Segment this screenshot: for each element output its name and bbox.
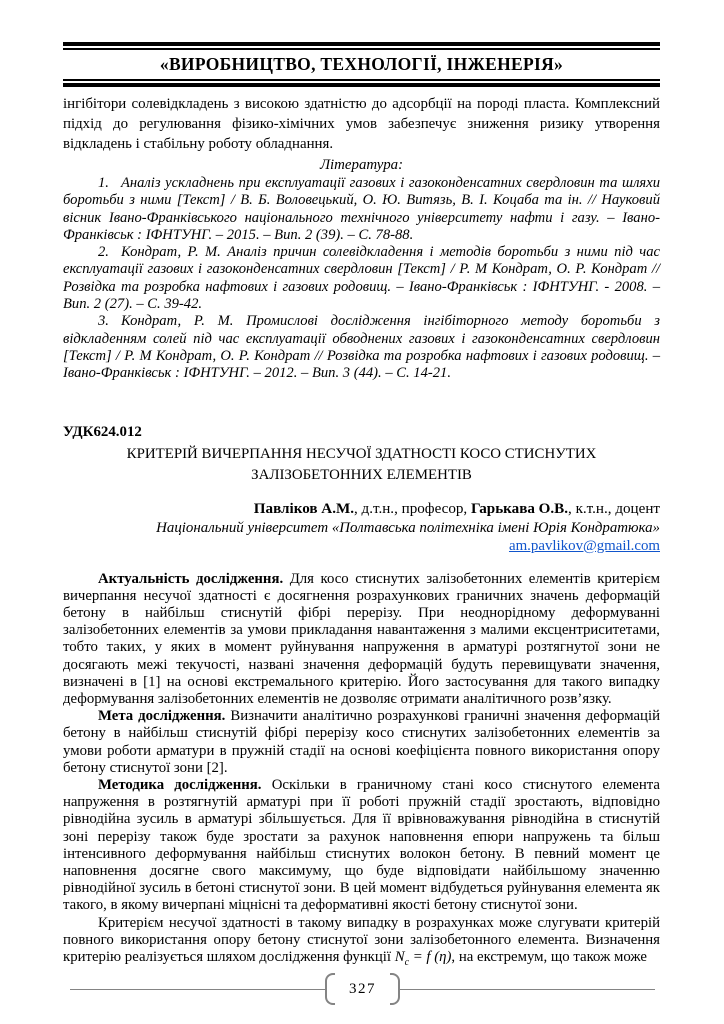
reference-text: Кондрат, Р. М. Аналіз причин солевідкладення і методів боротьби з ними під час експлуатації газових і газоконденсатних свердловин [Текст] / Р. М Кондрат, О. Р. Кондрат // Розвідка та розробка нафтових і газових родовищ. – Івано-Франківськ : ІФНТУНГ. - 2008. – Вип. 2 (27). – С. 39-42. (63, 244, 660, 313)
article-title-line1: КРИТЕРІЙ ВИЧЕРПАННЯ НЕСУЧОЇ ЗДАТНОСТІ КОСО СТИСНУТИХ (126, 445, 597, 462)
page-footer (70, 969, 655, 1009)
reference-item-3 (63, 313, 660, 382)
section-text: Для косо стиснутих залізобетонних елементів критерієм вичерпання несучої здатності є досягнення розрахункових граничних значень деформацій бетону в найбільш стиснутій фібрі перерізу. При неоднорідному деформуванні залізобетонних елементів за умови прикладання навантаження з малими ексцентриситетами, тобто таких, у яких в момент руйнування напруження в арматурі розтягнутої зони не досягають межі текучості, названі значення деформацій будуть перевищувати значення, визначені в [1] на основі екстремального критерію. Його застосування для такого випадку деформування залізобетонних елементів не дозволяє отримати аналітичного розв’язку. (63, 570, 660, 707)
email-line (63, 537, 660, 555)
article-title (63, 444, 660, 487)
section-text: Визначити аналітично розрахункові граничні значення деформацій бетону в найбільш стиснутій фібрі перерізу косо стиснутих залізобетонних елементів за умови роботи арматури в пружній стадії на основі коефіцієнта повного використання опору бетону стиснутої зони [2]. (63, 708, 660, 776)
udc-code: УДК624.012 (63, 423, 142, 440)
author-credentials-1: , д.т.н., професор, (353, 500, 471, 517)
author-credentials-2: , к.т.н., доцент (568, 500, 660, 517)
footer-rule-right (400, 989, 655, 990)
authors-line (63, 500, 660, 519)
formula-Nc (394, 949, 410, 968)
reference-number: 3. (98, 313, 109, 330)
section-relevance (63, 571, 660, 709)
criterion-text-after: , на екстремум, що також може (451, 949, 647, 966)
formula-equals-f-eta: = f (η) (409, 949, 452, 966)
right-bracket-icon (390, 973, 400, 1005)
left-bracket-icon (325, 973, 335, 1005)
section-heading: Методика дослідження. (98, 777, 262, 793)
reference-text: Аналіз ускладнень при експлуатації газових і газоконденсатних свердловин та шляхи боротьби з ними [Текст] / В. Б. Воловецький, О. Ю. Витязь, В. І. Коцаба та ін. // Науковий вісник Івано-Франківського національного технічного університету нафти і газу. – Івано-Франківськ : ІФНТУНГ. – 2015. – Вип. 2 (39). – С. 78-88. (63, 175, 660, 243)
affiliation: Національний університет «Полтавська політехніка імені Юрія Кондратюка» (156, 519, 660, 536)
journal-title: «ВИРОБНИЦТВО, ТЕХНОЛОГІЇ, ІНЖЕНЕРІЯ» (159, 54, 564, 74)
criterion-text-before: Критерієм несучої здатності в такому випадку в розрахунках може слугувати критерій повного використання опору бетону стиснутої зони залізобетонного елемента. Визначення критерію реалізується шляхом дослідження функції (63, 914, 660, 966)
page-number: 327 (349, 980, 376, 997)
journal-header (63, 42, 660, 87)
formula-subscript: c (404, 956, 410, 968)
journal-header-inner-rule (63, 48, 660, 81)
reference-text: Кондрат, Р. М. Промислові дослідження інгібіторного методу боротьби з відкладенням солей під час експлуатації обводнених газових і газоконденсатних свердловин [Текст] / Р. М Кондрат, О. Р. Кондрат // Розвідка та розробка нафтових і газових родовищ. – Івано-Франківськ : ІФНТУНГ. – 2012. – Вип. 3 (44). – С. 14-21. (63, 313, 660, 382)
section-goal (63, 708, 660, 777)
author-name-2: Гарькава О.В. (470, 500, 569, 517)
formula-variable: N (394, 949, 405, 966)
references-heading: Література: (319, 157, 404, 173)
section-methodology (63, 777, 660, 915)
reference-item-1 (63, 175, 660, 244)
reference-item-2 (63, 244, 660, 313)
reference-number: 1. (98, 175, 109, 191)
section-heading: Мета дослідження. (98, 708, 226, 725)
continuation-paragraph: інгібітори солевідкладень з високою здатністю до адсорбції на породі пласта. Комплексний підхід до регулювання фізико-хімічних умов забезпечує зниження ризику утворення відкладень і стабільну роботу обладнання. (63, 96, 660, 152)
section-text: Оскільки в граничному стані косо стиснутого елемента напруження в розтягнутій арматурі при її роботі пружній стадії зростають, відповідно рівнодійна зусиль в арматурі збільшується. Для її врівноважування рівнодійна в стиснутій зоні перерізу також буде зростати за рахунок наповнення епюри напружень та більш інтенсивного деформування найбільш стиснутих волокон бетону. В певний момент це наповнення досягне свого максимуму, що буде відповідати найбільшому значенню рівнодійної зусиль в бетоні стиснутої зони. В цей момент відбудеться руйнування елемента як такого, в якому вичерпані міцнісні та деформативні якості бетону стиснутої зони. (63, 777, 661, 914)
criterion-paragraph (63, 915, 660, 972)
section-heading: Актуальність дослідження. (98, 570, 284, 587)
article-title-line2: ЗАЛІЗОБЕТОННИХ ЕЛЕМЕНТІВ (251, 467, 472, 484)
email-link[interactable]: am.pavlikov@gmail.com (508, 537, 660, 554)
reference-number: 2. (98, 244, 109, 261)
footer-rule-left (70, 989, 325, 990)
author-name-1: Павліков А.М. (253, 500, 354, 517)
